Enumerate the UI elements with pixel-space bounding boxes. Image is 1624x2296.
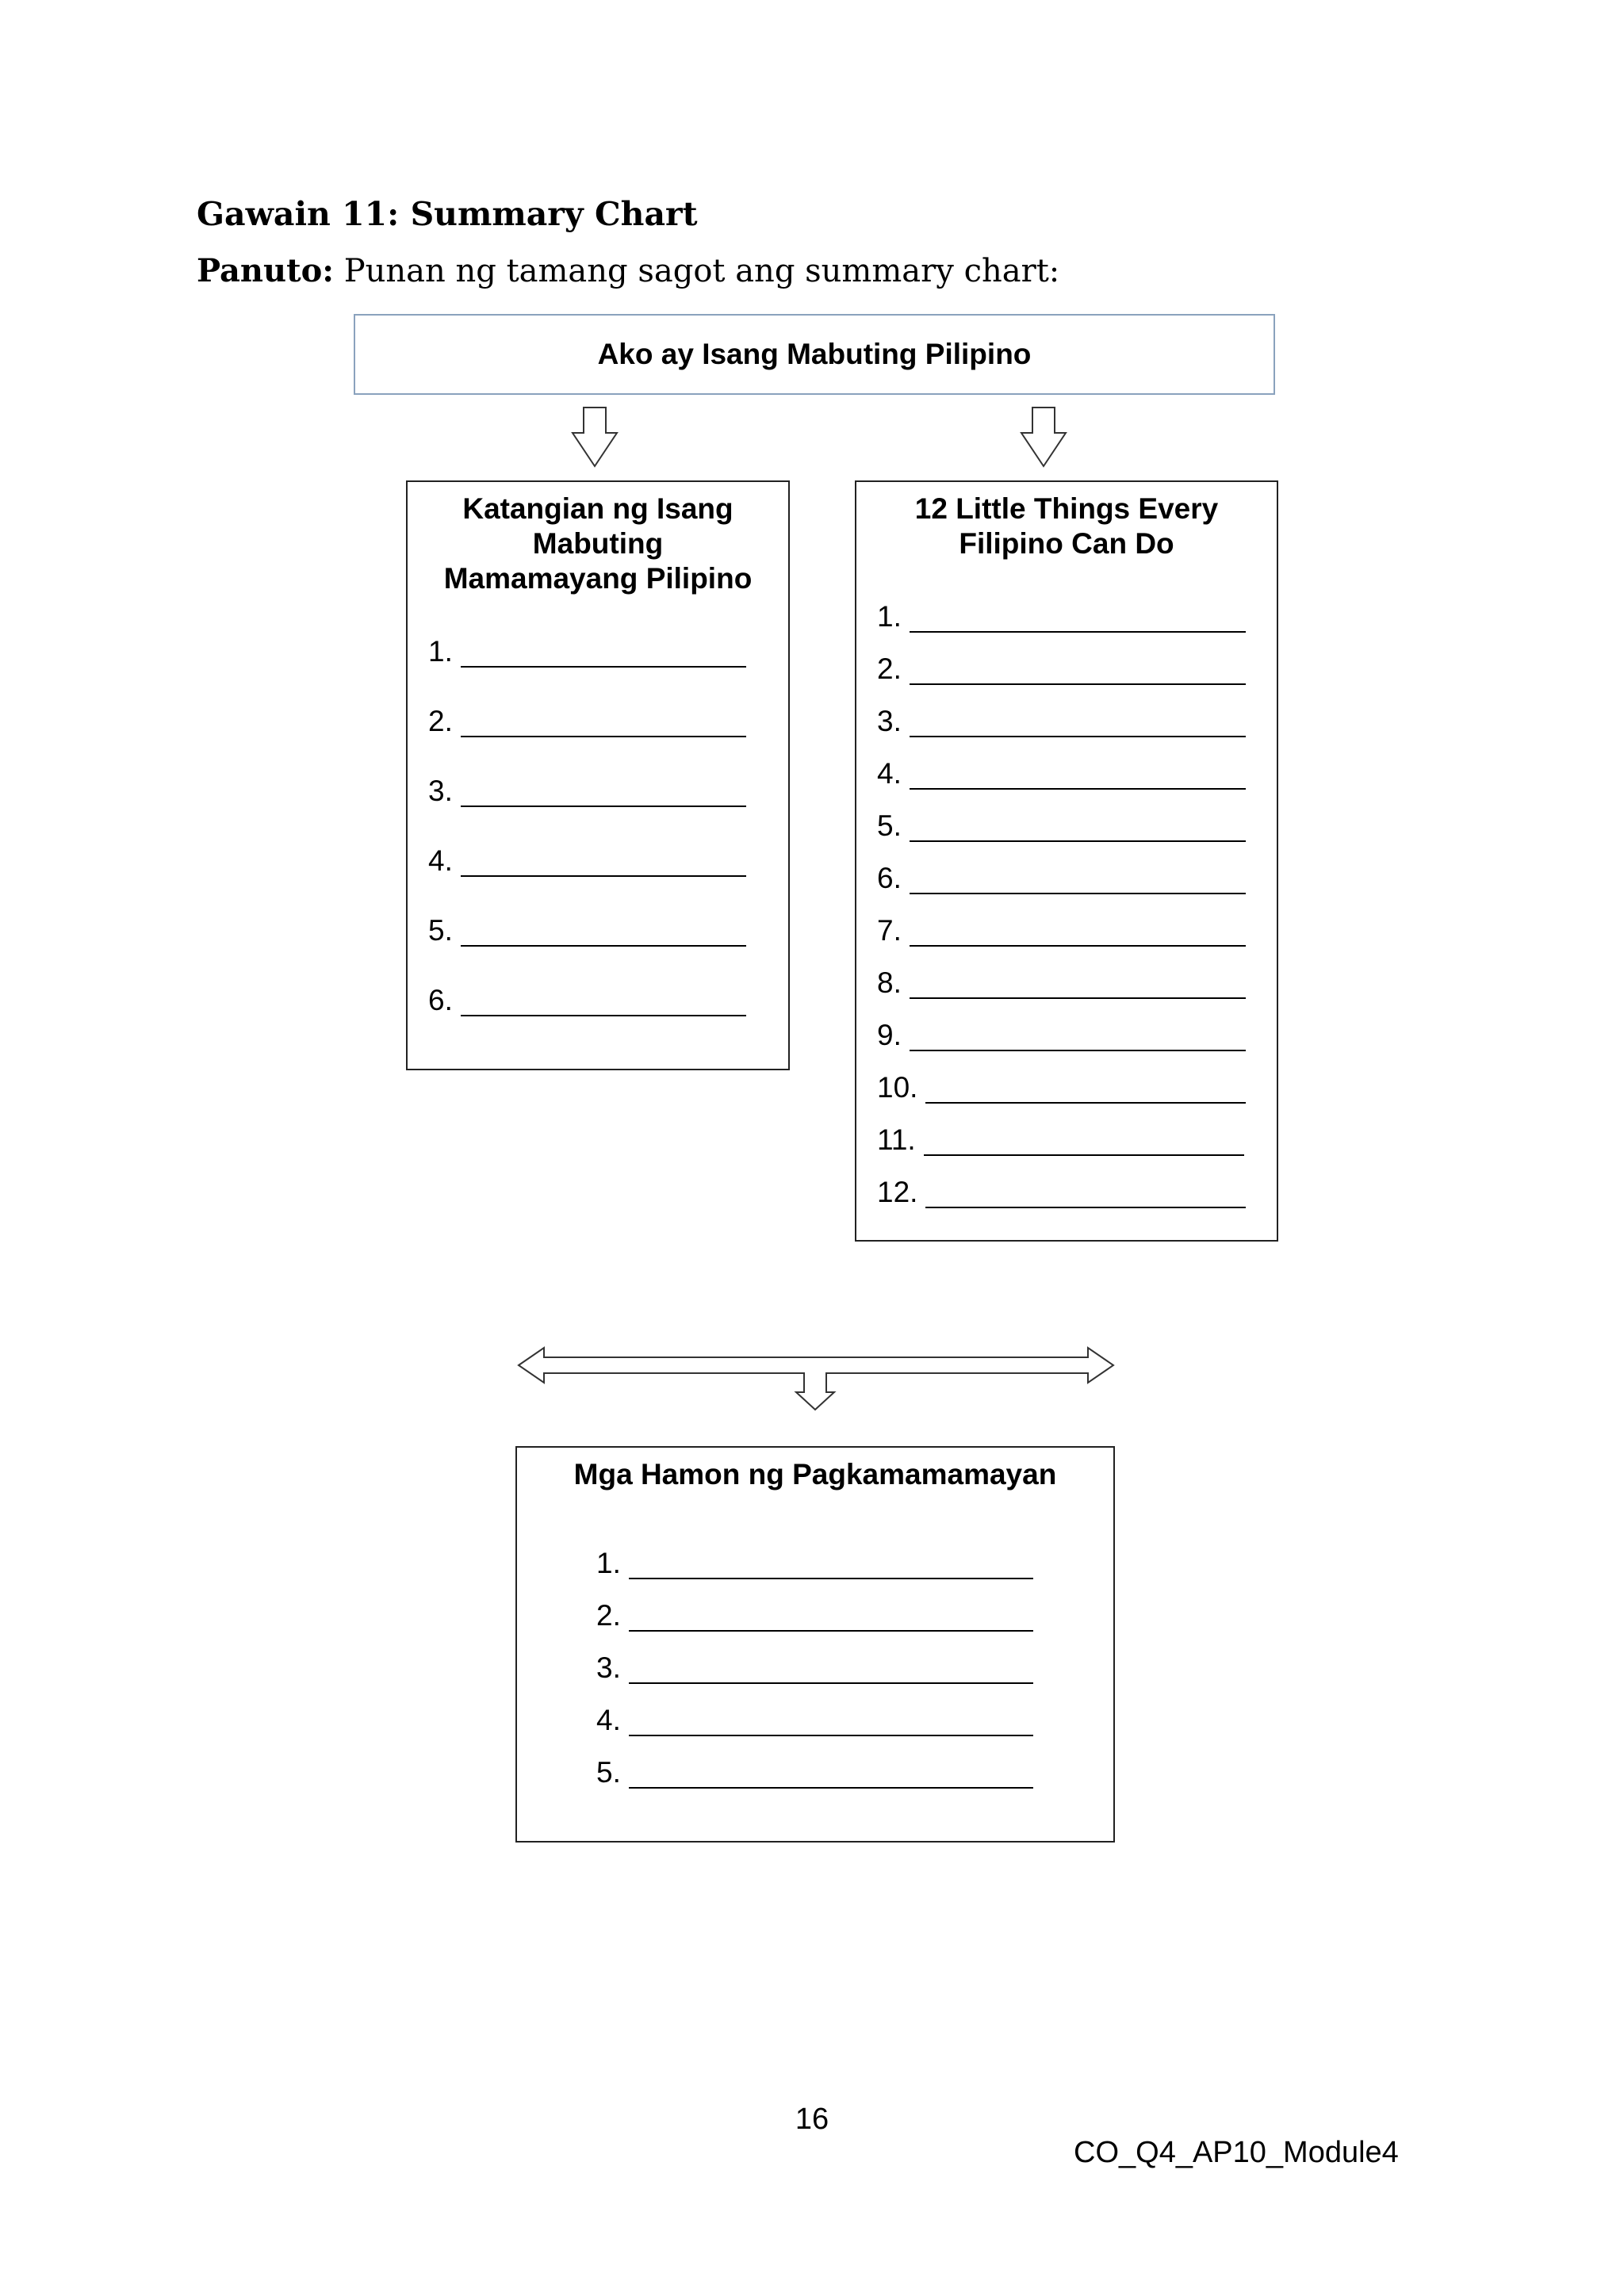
answer-blank[interactable] [925, 1075, 1246, 1104]
page-number: 16 [795, 2103, 829, 2136]
answer-blank[interactable] [910, 1023, 1246, 1051]
item-number: 7. [877, 914, 902, 947]
little-things-title [856, 492, 1277, 561]
list-item [877, 653, 1246, 685]
item-number: 2. [596, 1599, 621, 1632]
list-item [428, 845, 746, 877]
main-topic-title: Ako ay Isang Mabuting Pilipino [597, 338, 1032, 370]
item-number: 2. [877, 652, 902, 685]
answer-blank[interactable] [910, 709, 1246, 737]
answer-blank[interactable] [910, 970, 1246, 999]
qualities-title [408, 492, 788, 596]
answer-blank[interactable] [461, 918, 746, 947]
little-things-box [855, 480, 1278, 1242]
answer-blank[interactable] [461, 639, 746, 668]
list-item [596, 1705, 1033, 1736]
instruction-text: Punan ng tamang sagot ang summary chart: [343, 253, 1060, 289]
item-number: 3. [877, 705, 902, 737]
item-number: 6. [428, 984, 453, 1016]
answer-blank[interactable] [910, 604, 1246, 633]
qualities-box [406, 480, 790, 1070]
list-item [877, 1177, 1246, 1208]
item-number: 5. [428, 914, 453, 947]
answer-blank[interactable] [629, 1655, 1033, 1684]
qualities-title-line: Mabuting [532, 527, 664, 560]
challenges-title: Mga Hamon ng Pagkamamamayan [573, 1458, 1057, 1490]
answer-blank[interactable] [910, 918, 1246, 947]
answer-blank[interactable] [910, 656, 1246, 685]
item-number: 4. [428, 844, 453, 877]
item-number: 11. [877, 1123, 916, 1156]
list-item [877, 706, 1246, 737]
list-item [877, 863, 1246, 894]
answer-blank[interactable] [461, 709, 746, 737]
item-number: 9. [877, 1019, 902, 1051]
item-number: 12. [877, 1176, 918, 1208]
list-item [877, 1072, 1246, 1104]
item-number: 1. [877, 600, 902, 633]
list-item [877, 601, 1246, 633]
list-item [596, 1548, 1033, 1579]
item-number: 1. [596, 1547, 621, 1579]
answer-blank[interactable] [461, 779, 746, 807]
list-item [877, 758, 1246, 790]
answer-blank[interactable] [629, 1551, 1033, 1579]
activity-heading: Gawain 11: Summary Chart [197, 195, 698, 233]
list-item [596, 1600, 1033, 1632]
qualities-title-line: Katangian ng Isang [462, 492, 733, 525]
module-code: CO_Q4_AP10_Module4 [1074, 2136, 1399, 2169]
challenges-box [515, 1446, 1115, 1843]
instruction-label: Panuto: [197, 252, 335, 289]
qualities-title-line: Mamamayang Pilipino [443, 562, 753, 595]
list-item [877, 1020, 1246, 1051]
double-arrow-icon [519, 1348, 1113, 1410]
list-item [428, 636, 746, 668]
answer-blank[interactable] [924, 1127, 1244, 1156]
little-things-title-line: Filipino Can Do [959, 527, 1174, 560]
down-arrow-right-icon [1021, 408, 1066, 466]
little-things-title-line: 12 Little Things Every [914, 492, 1219, 525]
list-item [877, 967, 1246, 999]
item-number: 5. [596, 1756, 621, 1789]
answer-blank[interactable] [910, 761, 1246, 790]
answer-blank[interactable] [461, 848, 746, 877]
answer-blank[interactable] [461, 988, 746, 1016]
item-number: 10. [877, 1071, 918, 1104]
answer-blank[interactable] [629, 1760, 1033, 1789]
list-item [877, 915, 1246, 947]
down-arrow-left-icon [573, 408, 617, 466]
item-number: 6. [877, 862, 902, 894]
item-number: 4. [877, 757, 902, 790]
item-number: 8. [877, 966, 902, 999]
list-item [596, 1757, 1033, 1789]
answer-blank[interactable] [629, 1708, 1033, 1736]
list-item [596, 1652, 1033, 1684]
item-number: 3. [428, 775, 453, 807]
item-number: 5. [877, 809, 902, 842]
list-item [877, 810, 1246, 842]
list-item [428, 985, 746, 1016]
answer-blank[interactable] [910, 813, 1246, 842]
item-number: 2. [428, 705, 453, 737]
list-item [877, 1124, 1244, 1156]
list-item [428, 775, 746, 807]
item-number: 1. [428, 635, 453, 668]
answer-blank[interactable] [629, 1603, 1033, 1632]
list-item [428, 706, 746, 737]
item-number: 3. [596, 1651, 621, 1684]
item-number: 4. [596, 1704, 621, 1736]
answer-blank[interactable] [925, 1180, 1246, 1208]
list-item [428, 915, 746, 947]
answer-blank[interactable] [910, 866, 1246, 894]
